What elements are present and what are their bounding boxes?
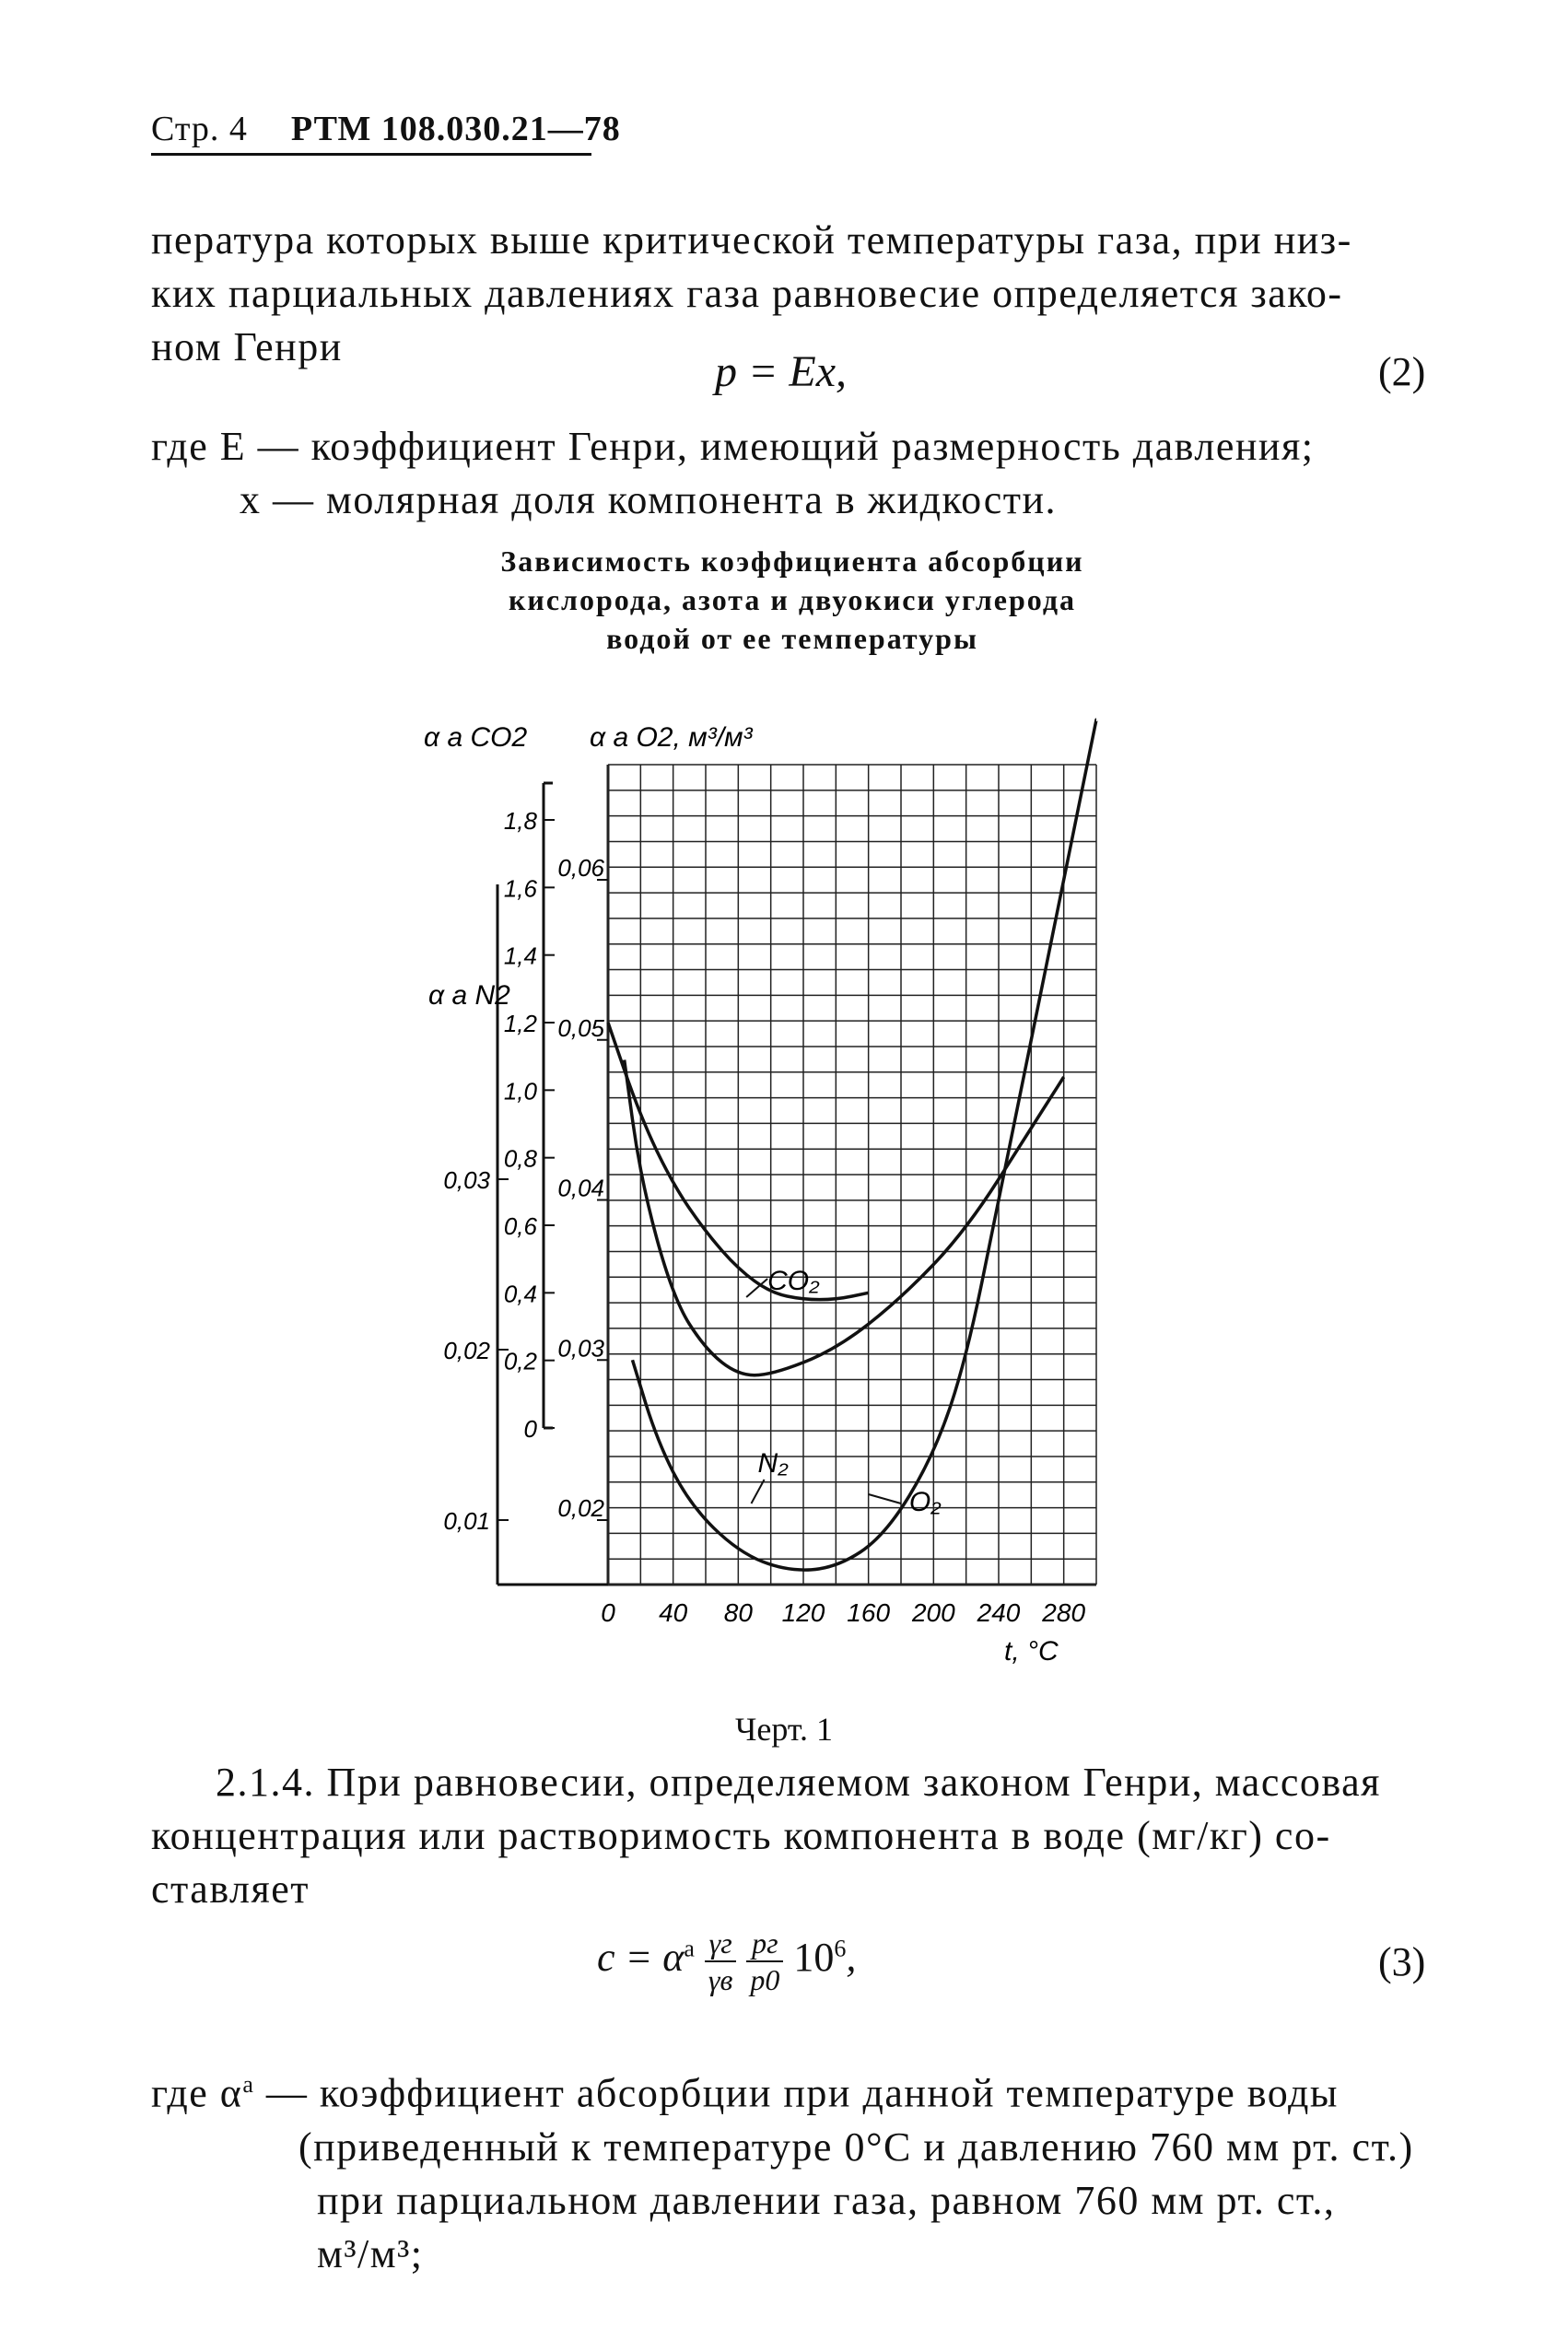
where2-line-2: x — молярная доля компонента в жидкости. (240, 477, 1058, 522)
chart-grid (608, 765, 1096, 1585)
curve-o2 (633, 720, 1097, 1570)
where3-rest: — коэффициент абсорбции при данной температуре воды (254, 2070, 1339, 2116)
section-line-2: концентрация или растворимость компонента в воде (мг/кг) со- (151, 1813, 1331, 1858)
co2-axis-label: α a CO2 (424, 722, 528, 753)
figure-title-line-2: кислорода, азота и двуокиси углерода (508, 583, 1077, 616)
eq3-pressure-fraction (746, 1925, 783, 1997)
figure-caption: Черт. 1 (735, 1711, 833, 1748)
o2-tick-label: 0,06 (557, 854, 604, 882)
co2-tick-label: 1,0 (503, 1077, 537, 1106)
x-tick-label: 0 (601, 1598, 615, 1627)
co2-tick-label: 0,8 (503, 1144, 537, 1173)
eq3-gamma-num: γг (705, 1925, 737, 1962)
curve-label-n2-leader (751, 1480, 764, 1503)
co2-tick-label: 1,8 (503, 807, 537, 835)
absorption-chart (405, 700, 1161, 1677)
o2-tick-label: 0,03 (557, 1334, 604, 1363)
co2-tick-label: 1,6 (503, 874, 537, 903)
o2-tick-label: 0,05 (557, 1013, 604, 1042)
co2-tick-label: 1,2 (503, 1010, 537, 1037)
eq3-gamma-den: γв (708, 1963, 733, 1996)
n2-tick-label: 0,01 (443, 1507, 490, 1535)
o2-axis-label: α a O2, м³/м³ (590, 722, 753, 753)
x-axis-label: t, °C (1003, 1636, 1059, 1667)
co2-tick-label: 0,2 (503, 1347, 537, 1375)
equation-2-number: (2) (1378, 349, 1426, 394)
x-tick-label: 240 (977, 1598, 1021, 1627)
figure-title-line-3: водой от ее температуры (606, 622, 978, 655)
eq3-p-num: pг (746, 1925, 783, 1962)
eq3-gamma-fraction (705, 1925, 737, 1997)
intro-line-1: пература которых выше критической температуры газа, при низ- (151, 217, 1352, 263)
where3-line-4: м³/м³; (317, 2230, 424, 2276)
eq3-tail: 10 (793, 1935, 835, 1981)
o2-tick-label: 0,04 (557, 1174, 604, 1202)
eq3-tail-sup: 6 (834, 1935, 847, 1962)
page-header (151, 109, 621, 149)
x-tick-label: 40 (659, 1598, 688, 1627)
eq3-sup: a (684, 1935, 695, 1962)
chart-curves (608, 720, 1096, 1570)
where3-line-3: при парциальном давлении газа, равном 760 мм рт. ст., (317, 2177, 1336, 2223)
where2-line-1: где E — коэффициент Генри, имеющий размерность давления; (151, 424, 1315, 469)
x-tick-label: 160 (847, 1598, 891, 1627)
eq3-lhs: c = α (597, 1935, 685, 1981)
x-tick-label: 80 (723, 1598, 753, 1627)
header-rule (151, 153, 591, 156)
where-block-2 (151, 420, 1422, 527)
n2-axis-label: α a N2 (428, 980, 510, 1011)
section-2-1-4 (151, 1756, 1422, 1916)
page-number: Стр. 4 (151, 110, 248, 148)
where3-sup: a (242, 2071, 255, 2098)
x-tick-label: 200 (911, 1598, 955, 1627)
intro-line-3: ном Генри (151, 324, 343, 369)
equation-3 (597, 1925, 856, 1997)
co2-tick-label: 0,4 (503, 1280, 537, 1308)
section-line-3: ставляет (151, 1866, 310, 1912)
n2-tick-label: 0,02 (443, 1337, 490, 1364)
co2-tick-label: 1,4 (503, 942, 537, 970)
o2-tick-label: 0,02 (557, 1494, 604, 1522)
n2-tick-label: 0,03 (443, 1166, 490, 1194)
where3-lead: где α (151, 2070, 243, 2116)
x-tick-label: 280 (1042, 1598, 1086, 1627)
equation-3-number: (3) (1378, 1939, 1426, 1984)
eq3-p-den: p0 (750, 1963, 780, 1996)
curve-label-o2-leader (869, 1494, 901, 1503)
x-tick-label: 120 (781, 1598, 825, 1627)
where3-line-2: (приведенный к температуре 0°С и давлению 760 мм рт. ст.) (298, 2124, 1414, 2170)
eq3-comma: , (846, 1935, 857, 1981)
figure-title (396, 542, 1188, 658)
intro-line-2: ких парциальных давлениях газа равновесие определяется зако- (151, 271, 1343, 316)
section-line-1: 2.1.4. При равновесии, определяемом законом Генри, массовая (216, 1760, 1381, 1805)
equation-2: p = Ex, (715, 347, 848, 396)
curve-label-n2: N₂ (757, 1448, 789, 1479)
where-block-3 (151, 2058, 1422, 2281)
chart-labels (424, 722, 1085, 1667)
curve-label-o2: O₂ (908, 1487, 942, 1517)
document-code: РТМ 108.030.21—78 (290, 110, 621, 148)
where3-line-1 (151, 2058, 1422, 2121)
co2-tick-label: 0 (523, 1415, 537, 1443)
curve-label-co2: CO₂ (767, 1266, 820, 1296)
figure-title-line-1: Зависимость коэффициента абсорбции (500, 544, 1084, 578)
co2-tick-label: 0,6 (503, 1212, 537, 1240)
